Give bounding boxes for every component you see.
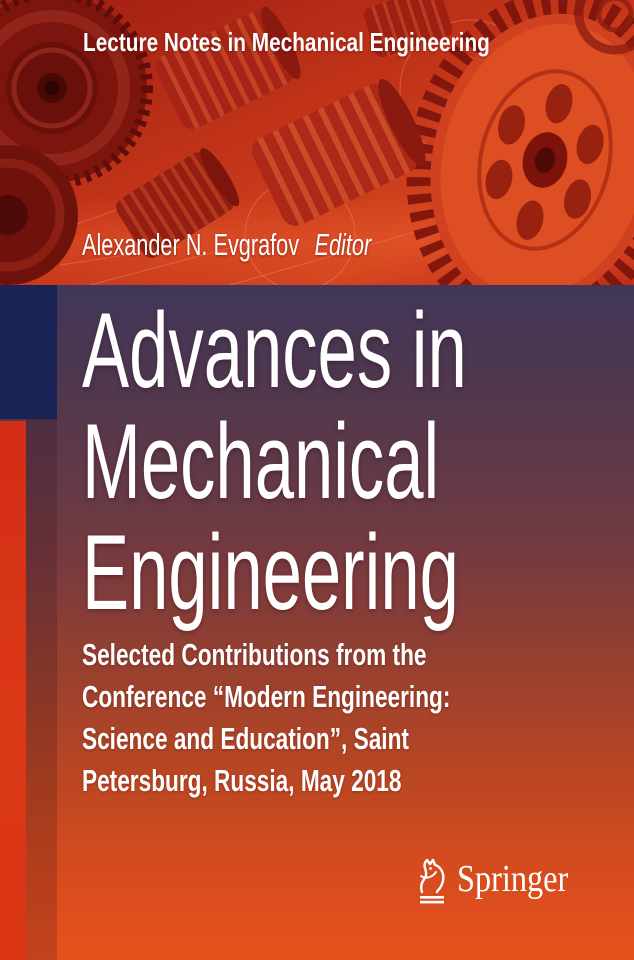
series-title-text: Lecture Notes in Mechanical Engineering (83, 27, 490, 57)
strip-shadow-column (26, 419, 57, 960)
book-title (82, 290, 634, 632)
book-subtitle-line-3: Science and Education”, Saint (82, 721, 409, 756)
editor-line (82, 227, 495, 263)
book-subtitle (82, 634, 587, 802)
editor-name: Alexander N. Evgrafov (82, 227, 300, 262)
book-title-line-3: Engineering (82, 512, 459, 632)
editor-role: Editor (314, 227, 372, 262)
book-subtitle-line-1: Selected Contributions from the (82, 637, 427, 672)
book-subtitle-line-4: Petersburg, Russia, May 2018 (82, 763, 402, 798)
series-title (83, 27, 592, 57)
springer-knight-icon (413, 854, 447, 904)
book-title-line-2: Mechanical (82, 401, 440, 521)
publisher-logo (413, 853, 588, 905)
red-spine-strip (0, 421, 26, 960)
navy-accent-block (0, 285, 57, 419)
publisher-name: Springer (457, 858, 569, 900)
book-subtitle-line-2: Conference “Modern Engineering: (82, 679, 451, 714)
cover-photo (0, 0, 634, 285)
book-title-line-1: Advances in (82, 290, 467, 410)
